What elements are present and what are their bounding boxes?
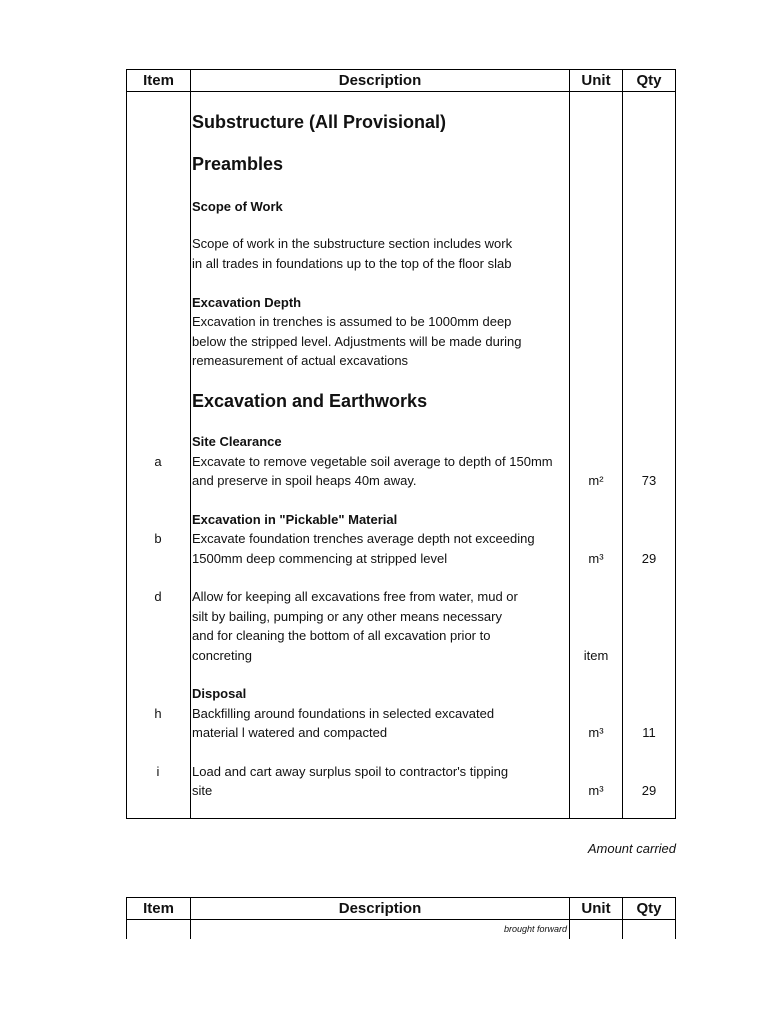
brought-forward: brought forward xyxy=(503,924,567,934)
item-qty: 29 xyxy=(641,783,657,798)
item-line: concreting xyxy=(192,648,252,663)
col-divider xyxy=(569,898,570,939)
header-qty: Qty xyxy=(636,72,662,89)
item-line: Excavate foundation trenches average depth not exceeding xyxy=(192,531,535,546)
item-qty: 11 xyxy=(642,725,656,740)
item-line: and for cleaning the bottom of all excavation prior to xyxy=(192,628,491,643)
bill-table xyxy=(126,69,676,819)
table-header xyxy=(127,70,675,92)
table-header xyxy=(127,898,675,920)
item-line: Load and cart away surplus spoil to contractor's tipping xyxy=(192,764,509,779)
depth-line: remeasurement of actual excavations xyxy=(192,353,409,368)
item-title: Excavation in "Pickable" Material xyxy=(192,512,398,527)
depth-line: below the stripped level. Adjustments will be made during xyxy=(192,334,522,349)
header-unit: Unit xyxy=(581,900,611,917)
scope-line: Scope of work in the substructure section includes work xyxy=(192,236,513,251)
col-divider xyxy=(190,898,191,939)
header-item: Item xyxy=(143,900,174,917)
header-qty: Qty xyxy=(636,900,662,917)
item-line: Backfilling around foundations in selected excavated xyxy=(192,706,495,721)
depth-line: Excavation in trenches is assumed to be 1000mm deep xyxy=(192,314,512,329)
scope-line: in all trades in foundations up to the top of the floor slab xyxy=(192,256,512,271)
item-letter: a xyxy=(154,454,162,469)
item-unit: m³ xyxy=(588,783,604,798)
item-letter: b xyxy=(154,531,162,546)
col-divider xyxy=(190,70,191,818)
item-line: material l watered and compacted xyxy=(192,725,388,740)
preambles-title: Preambles xyxy=(192,154,284,174)
item-title: Site Clearance xyxy=(192,434,282,449)
col-divider xyxy=(622,898,623,939)
header-unit: Unit xyxy=(581,72,611,89)
item-unit: m³ xyxy=(588,725,604,740)
header-description: Description xyxy=(338,72,422,89)
item-title: Disposal xyxy=(192,686,247,701)
header-item: Item xyxy=(143,72,174,89)
item-line: Excavate to remove vegetable soil average to depth of 150mm xyxy=(192,454,553,469)
col-divider xyxy=(622,70,623,818)
item-line: Allow for keeping all excavations free from water, mud or xyxy=(192,589,518,604)
item-unit: item xyxy=(583,648,609,663)
item-line: 1500mm deep commencing at stripped level xyxy=(192,551,448,566)
item-unit: m³ xyxy=(588,551,604,566)
item-line: silt by bailing, pumping or any other means necessary xyxy=(192,609,502,624)
item-unit: m² xyxy=(588,473,604,488)
item-qty: 73 xyxy=(641,473,657,488)
scope-title: Scope of Work xyxy=(192,199,283,214)
bill-table-continued xyxy=(126,897,676,939)
depth-title: Excavation Depth xyxy=(192,295,302,310)
section-title: Substructure (All Provisional) xyxy=(192,112,447,132)
item-qty: 29 xyxy=(641,551,657,566)
col-divider xyxy=(569,70,570,818)
item-letter: i xyxy=(156,764,160,779)
item-letter: d xyxy=(154,589,162,604)
item-letter: h xyxy=(154,706,162,721)
header-description: Description xyxy=(338,900,422,917)
amount-carried: Amount carried xyxy=(587,841,676,856)
item-line: and preserve in spoil heaps 40m away. xyxy=(192,473,417,488)
earthworks-title: Excavation and Earthworks xyxy=(192,391,428,411)
item-line: site xyxy=(192,783,213,798)
